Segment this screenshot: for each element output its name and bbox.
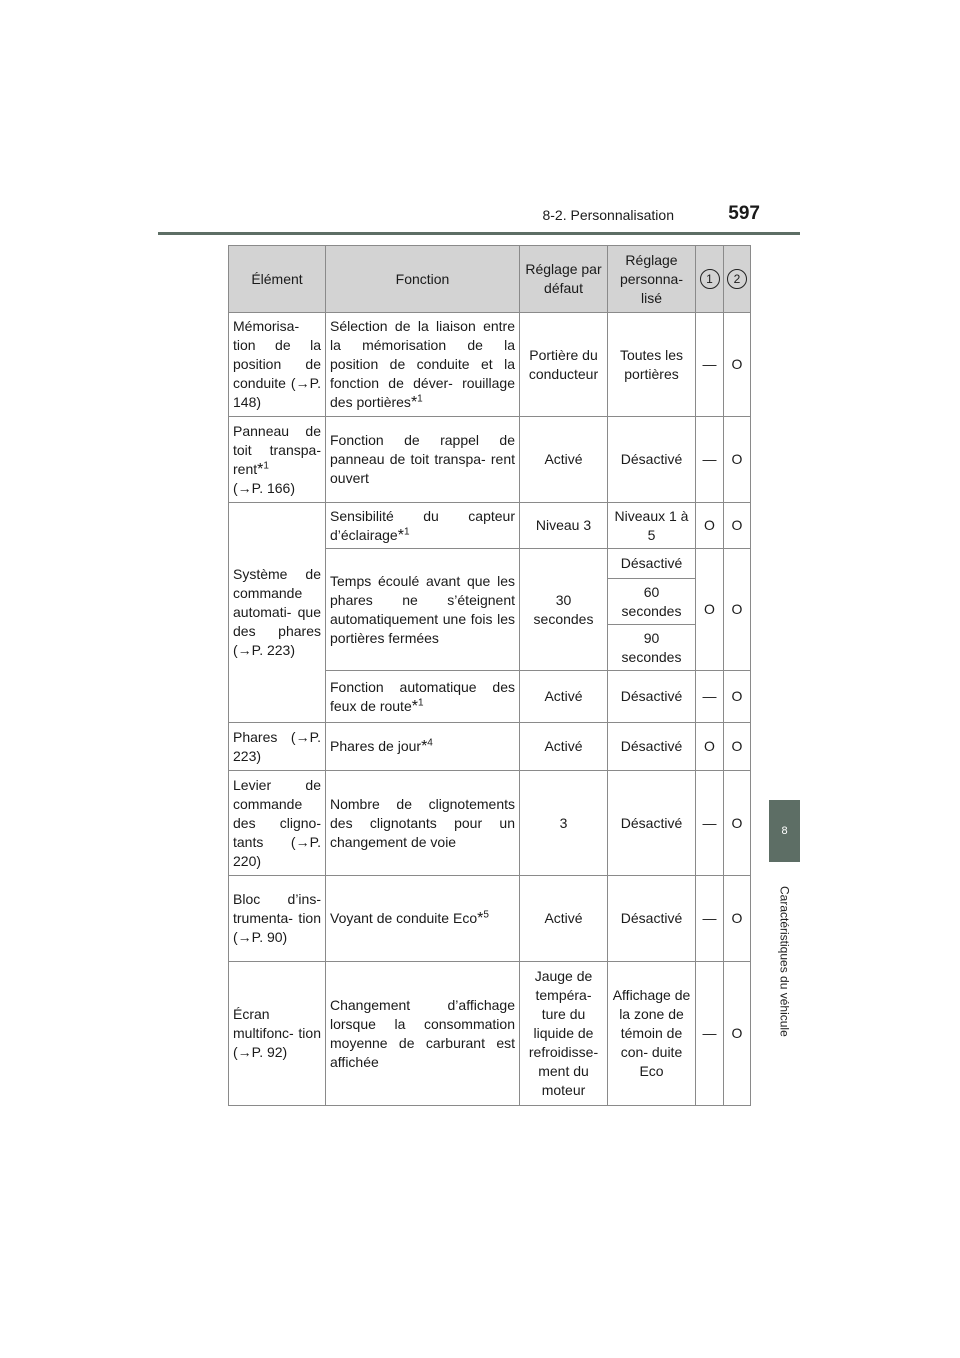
circled-two: 2: [727, 269, 747, 289]
cell-col1: —: [696, 417, 724, 503]
cell-col2: O: [724, 417, 751, 503]
footnote-number: 1: [403, 525, 410, 537]
cell-col1: —: [696, 876, 724, 962]
cell-col2: O: [724, 549, 751, 671]
cell-default: 30 secondes: [520, 549, 608, 671]
cell-col1: O: [696, 723, 724, 771]
cell-default: Portière du conducteur: [520, 313, 608, 417]
table-row: [229, 417, 751, 503]
footnote-number: 1: [417, 393, 423, 405]
cell-function: Nombre de clignotements des clignotants pour un changement de voie: [326, 771, 520, 876]
cell-function: Changement d’affichage lorsque la consommation moyenne de carburant est affichée: [326, 962, 520, 1106]
cell-col2: O: [724, 771, 751, 876]
cell-col1: —: [696, 771, 724, 876]
element-text: Panneau de toit transpa- rent: [233, 422, 321, 477]
cell-col2: O: [724, 313, 751, 417]
cell-function: Fonction de rappel de panneau de toit transpa- rent ouvert: [326, 417, 520, 503]
table-row: [229, 503, 751, 549]
cell-col1: —: [696, 313, 724, 417]
cell-custom: Toutes les portières: [608, 313, 696, 417]
header-col1: [696, 246, 724, 313]
cell-col1: O: [696, 503, 724, 549]
header-default: Réglage par défaut: [520, 246, 608, 313]
cell-function: [326, 723, 520, 771]
function-text: Phares de jour: [330, 738, 422, 754]
cell-custom: Niveaux 1 à 5: [608, 503, 696, 549]
cell-col2: O: [724, 876, 751, 962]
footnote-star: *: [477, 910, 484, 927]
cell-default: Activé: [520, 723, 608, 771]
cell-default: Jauge de tempéra- ture du liquide de refroidisse- ment du moteur: [520, 962, 608, 1106]
table-row: [229, 723, 751, 771]
chapter-label: [769, 866, 800, 1056]
cell-function: [326, 313, 520, 417]
cell-function: [326, 876, 520, 962]
footnote-number: 1: [263, 459, 269, 471]
table-row: [229, 313, 751, 417]
cell-custom: Désactivé: [608, 549, 696, 579]
cell-default: Activé: [520, 671, 608, 723]
cell-element: Levier de commande des cligno- tants (→P. 220): [229, 771, 326, 876]
cell-custom: 90 secondes: [608, 625, 696, 671]
cell-custom: Désactivé: [608, 876, 696, 962]
cell-element: Écran multifonc- tion (→P. 92): [229, 962, 326, 1106]
table-header-row: [229, 246, 751, 313]
table-row: [229, 962, 751, 1106]
cell-default: Activé: [520, 417, 608, 503]
cell-col1: —: [696, 962, 724, 1106]
cell-custom: 60 secondes: [608, 579, 696, 625]
header-function: Fonction: [326, 246, 520, 313]
cell-default: Activé: [520, 876, 608, 962]
table-row: [229, 771, 751, 876]
table-row: [229, 876, 751, 962]
cell-col1: O: [696, 549, 724, 671]
cell-element: Phares (→P. 223): [229, 723, 326, 771]
function-text: Fonction automatique des feux de route: [330, 678, 515, 714]
function-text: Voyant de conduite Eco: [330, 910, 478, 926]
header-col2: [724, 246, 751, 313]
circled-one: 1: [700, 269, 720, 289]
cell-element: Bloc d’ins- trumenta- tion (→P. 90): [229, 876, 326, 962]
cell-element: Mémorisa- tion de la position de conduite (→P. 148): [229, 313, 326, 417]
cell-custom: Affichage de la zone de témoin de con- duite Eco: [608, 962, 696, 1106]
function-text: Sensibilité du capteur d’éclairage: [330, 507, 515, 543]
cell-custom: Désactivé: [608, 771, 696, 876]
cell-element: Système de commande automati- que des phares (→P. 223): [229, 503, 326, 723]
section-title: 8-2. Personnalisation: [542, 207, 674, 223]
cell-custom: Désactivé: [608, 671, 696, 723]
cell-col2: O: [724, 962, 751, 1106]
page-ref: (→P. 166): [233, 479, 295, 496]
footnote-star: *: [410, 394, 418, 411]
cell-element: [229, 417, 326, 503]
cell-custom: Désactivé: [608, 417, 696, 503]
footnote-number: 4: [427, 737, 433, 749]
footnote-star: *: [411, 697, 418, 715]
footnote-star: *: [421, 738, 428, 755]
cell-col2: O: [724, 723, 751, 771]
chapter-number: 8: [781, 825, 788, 837]
cell-col2: O: [724, 671, 751, 723]
cell-default: 3: [520, 771, 608, 876]
cell-col2: O: [724, 503, 751, 549]
cell-default: Niveau 3: [520, 503, 608, 549]
cell-function: [326, 671, 520, 723]
cell-function: [326, 503, 520, 549]
cell-col1: —: [696, 671, 724, 723]
function-text: Sélection de la liaison entre la mémorisation de la position de conduite et la fonction de déver- rouillage des portières: [330, 318, 515, 410]
cell-function: Temps écoulé avant que les phares ne s’éteignent automatiquement une fois les portières fermées: [326, 549, 520, 671]
customization-table: [228, 245, 751, 1106]
footnote-number: 1: [417, 696, 424, 708]
chapter-tab: [769, 800, 800, 862]
footnote-star: *: [257, 460, 264, 478]
footnote-number: 5: [483, 909, 489, 921]
footnote-star: *: [397, 526, 404, 544]
page-number: 597: [728, 203, 760, 224]
chapter-label-text: Caractéristiques du véhicule: [777, 885, 792, 1037]
header-custom: Réglage personna- lisé: [608, 246, 696, 313]
header-rule: [158, 232, 800, 235]
header-element: Élément: [229, 246, 326, 313]
cell-custom: Désactivé: [608, 723, 696, 771]
